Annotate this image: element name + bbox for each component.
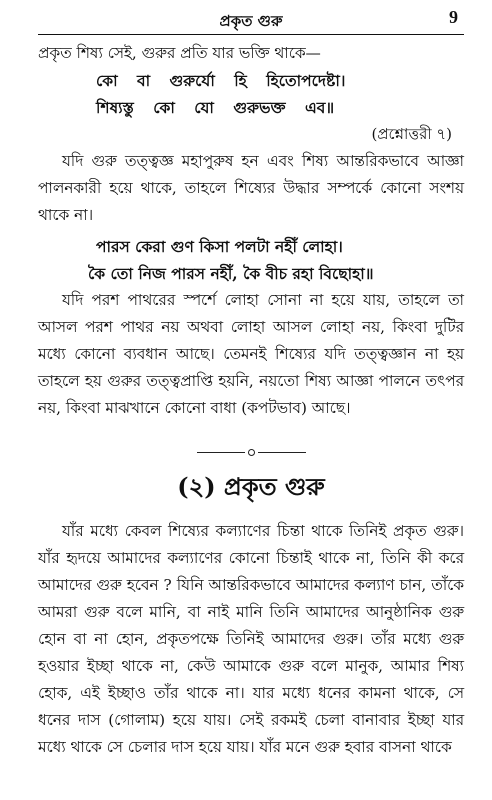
divider-line-right bbox=[258, 452, 306, 453]
header-rule bbox=[38, 34, 464, 35]
verse-2-line-1: পারস কেরা গুণ কিসা পলটা নহীঁ লোহা। bbox=[96, 237, 343, 256]
section-heading: (২) প্রকৃত গুরু bbox=[177, 472, 325, 501]
page-header bbox=[38, 0, 464, 30]
section-divider bbox=[38, 442, 464, 452]
divider-line-left bbox=[197, 452, 245, 453]
running-title: প্রকৃত গুরু bbox=[219, 12, 283, 30]
intro-line: প্রকৃত শিষ্য সেই, গুরুর প্রতি যার ভক্তি থাকে— bbox=[38, 44, 321, 62]
verse-1-line-1: কো বা গুরুর্যো হি হিতোপদেষ্টা। bbox=[96, 71, 346, 90]
divider-dot bbox=[248, 449, 255, 456]
verse-1-line-2: শিষ্যস্তু কো যো গুরুভক্ত এব॥ bbox=[96, 98, 335, 117]
paragraph-2: যদি পরশ পাথরের স্পর্শে লোহা সোনা না হয়ে যায়, তাহলে তা আসল পরশ পাথর নয় অথবা লোহা আসল লোহা নয়, কিংবা দুটির মধ্যে কোনো ব্যবধান আছে। তেমনই শিষ্যের যদি তত্ত্বজ্ঞান না হয় তাহলে হয় গুরুর তত্ত্বপ্রাপ্তি হয়নি, নয়তো শিষ্য আজ্ঞা পালনে তৎপর নয়, কিংবা মাঝখানে কোনো বাধা (কপটভাব) আছে। bbox=[38, 291, 464, 417]
page-number: 9 bbox=[449, 7, 458, 27]
section-paragraph: যাঁর মধ্যে কেবল শিষ্যের কল্যাণের চিন্তা থাকে তিনিই প্রকৃত গুরু। যাঁর হৃদয়ে আমাদের কল্যাণের কোনো চিন্তাই থাকে না, তিনি কী করে আমাদের গুরু হবেন ? যিনি আন্তরিকভাবে আমাদের কল্যাণ চান, তাঁকে আমরা গুরু বলে মানি, বা নাই মানি তিনি আমাদের আনুষ্ঠানিক গুরু হোন বা না হোন, প্রকৃতপক্ষে তিনিই আমাদের গুরু। তাঁর মধ্যে গুরু হওয়ার ইচ্ছা থাকে না, কেউ আমাকে গুরু বলে মানুক, আমার শিষ্য হোক, এই ইচ্ছাও তাঁর থাকে না। যার মধ্যে ধনের কামনা থাকে, সে ধনের দাস (গোলাম) হয়ে যায়। সেই রকমই চেলা বানাবার ইচ্ছা যার মধ্যে থাকে সে চেলার দাস হয়ে যায়। যাঁর মনে গুরু হবার বাসনা থাকে bbox=[38, 522, 464, 756]
paragraph-1: যদি গুরু তত্ত্বজ্ঞ মহাপুরুষ হন এবং শিষ্য আন্তরিকভাবে আজ্ঞা পালনকারী হয়ে থাকে, তাহলে শিষ্যের উদ্ধার সম্পর্কে কোনো সংশয় থাকে না। bbox=[38, 152, 464, 224]
verse-2-line-2: কৈ তো নিজ পারস নহীঁ, কৈ বীচ রহা বিছোহা॥ bbox=[88, 264, 374, 283]
verse-reference: (প্রশ্নোত্তরী ৭) bbox=[371, 125, 452, 143]
